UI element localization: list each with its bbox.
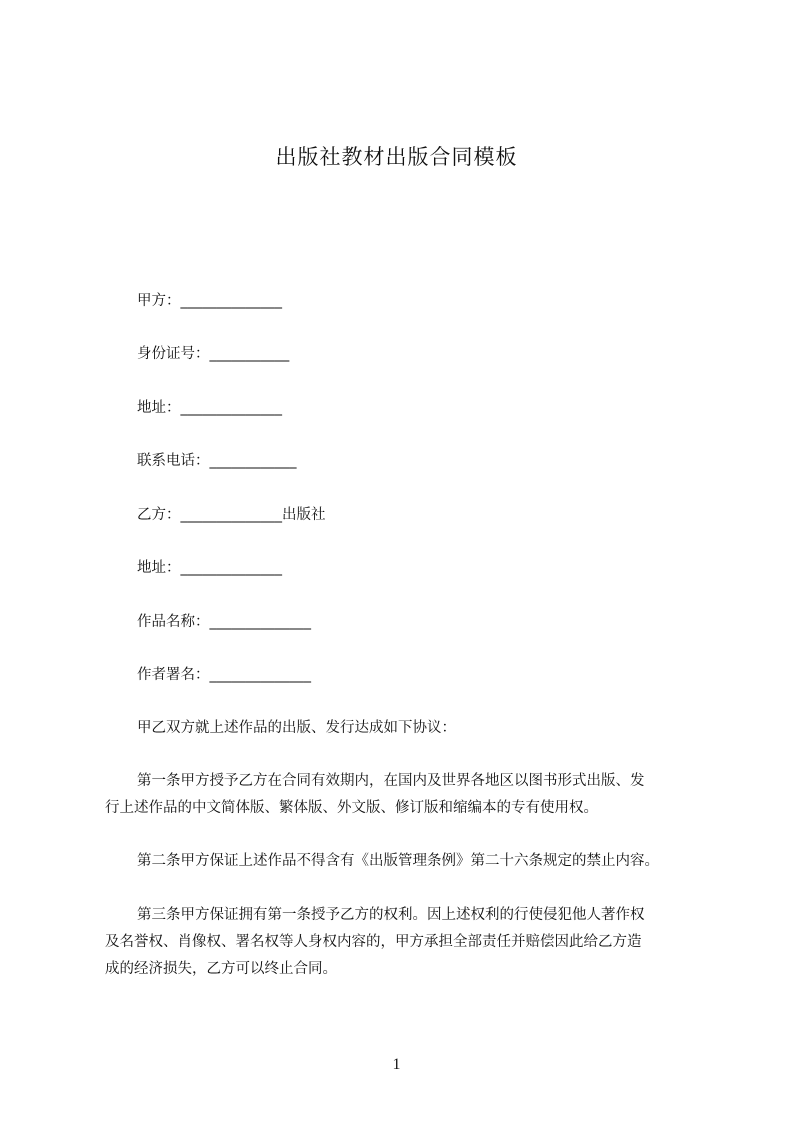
phone-field <box>137 450 297 472</box>
party-a-address-field <box>137 397 282 419</box>
party-a-label: 甲方： <box>137 293 181 309</box>
party-b-label: 乙方： <box>137 507 181 523</box>
page-number: 1 <box>392 1056 401 1073</box>
article1-line2: 行上述作品的中文简体版、繁体版、外文版、修订版和缩编本的专有使用权。 <box>105 800 598 816</box>
article1-line1: 第一条甲方授予乙方在合同有效期内，在国内及世界各地区以图书形式出版、发 <box>137 773 645 789</box>
id-number-field <box>137 343 289 365</box>
id-number-label: 身份证号： <box>137 346 210 362</box>
party-a-blank: ______________ <box>180 293 282 309</box>
party-b-address-label: 地址： <box>137 560 181 576</box>
article2-line1: 第二条甲方保证上述作品不得含有《出版管理条例》第二十六条规定的禁止内容。 <box>137 853 659 869</box>
article3-line1: 第三条甲方保证拥有第一条授予乙方的权利。因上述权利的行使侵犯他人著作权 <box>137 907 645 923</box>
phone-label: 联系电话： <box>137 453 210 469</box>
party-a-address-blank: ______________ <box>180 400 282 416</box>
author-signature-blank: ______________ <box>209 667 311 683</box>
article3-line3: 成的经济损失，乙方可以终止合同。 <box>105 961 337 977</box>
party-a-address-label: 地址： <box>137 400 181 416</box>
document-title: 出版社教材出版合同模板 <box>275 145 518 169</box>
article3-line2: 及名誉权、肖像权、署名权等人身权内容的，甲方承担全部责任并赔偿因此给乙方造 <box>105 934 642 950</box>
agreement-intro: 甲乙双方就上述作品的出版、发行达成如下协议： <box>137 720 456 736</box>
party-b-field <box>137 504 326 526</box>
party-b-address-blank: ______________ <box>180 560 282 576</box>
work-title-field <box>137 611 311 633</box>
party-b-address-field <box>137 557 282 579</box>
party-a-field <box>137 290 282 312</box>
work-title-label: 作品名称： <box>137 614 210 630</box>
party-b-suffix: 出版社 <box>282 507 326 523</box>
work-title-blank: ______________ <box>209 614 311 630</box>
author-signature-label: 作者署名： <box>137 667 210 683</box>
party-b-blank: ______________ <box>180 507 282 523</box>
id-number-blank: ___________ <box>209 346 290 362</box>
author-signature-field <box>137 664 311 686</box>
phone-blank: ____________ <box>209 453 297 469</box>
